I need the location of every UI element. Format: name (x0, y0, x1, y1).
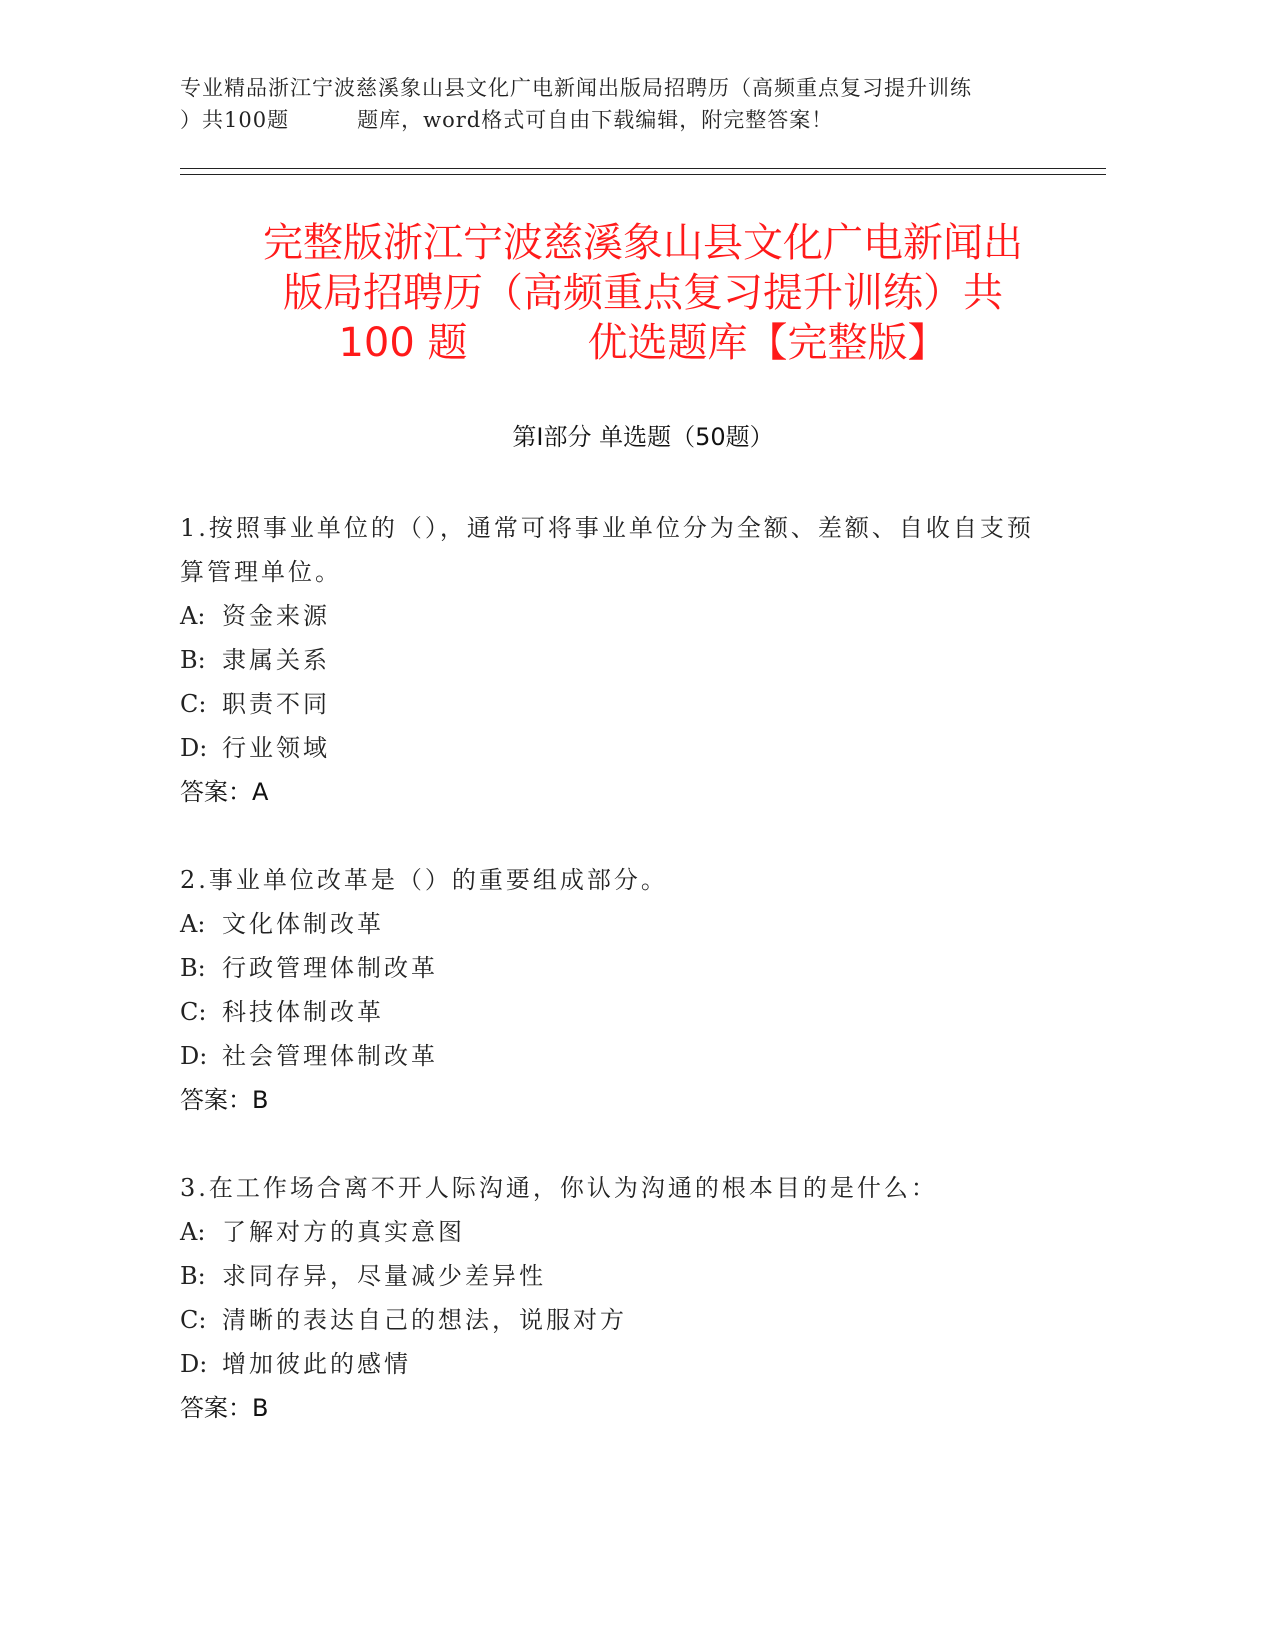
title-line-2: 版局招聘历（高频重点复习提升训练）共 (283, 270, 1003, 316)
option-text: 求同存异，尽量减少差异性 (222, 1262, 546, 1290)
option-text: 科技体制改革 (222, 998, 384, 1026)
option-text: 文化体制改革 (222, 910, 384, 938)
option-text: 了解对方的真实意图 (222, 1218, 465, 1246)
title-line-1: 完整版浙江宁波慈溪象山县文化广电新闻出 (263, 220, 1023, 266)
title-line-3 (180, 318, 1106, 368)
section-title: 第Ⅰ部分 单选题（50题） (512, 423, 774, 451)
option-text: 增加彼此的感情 (222, 1350, 411, 1378)
answer-line: 答案：A (180, 778, 269, 806)
question-text: 1.按照事业单位的（），通常可将事业单位分为全额、差额、自收自支预算管理单位。 (180, 514, 1034, 586)
option-key: C: (180, 998, 207, 1026)
header-line-2 (180, 104, 1100, 136)
option-key: C: (180, 1306, 207, 1334)
header-note (180, 72, 1100, 136)
option-text: 职责不同 (222, 690, 330, 718)
header-line-2-end: 题库，word格式可自由下载编辑，附完整答案！ (357, 108, 834, 132)
option-d (180, 1342, 1060, 1386)
option-b (180, 1254, 1060, 1298)
option-d (180, 726, 1060, 770)
option-key: B: (180, 1262, 206, 1290)
option-text: 隶属关系 (222, 646, 330, 674)
option-key: C: (180, 690, 207, 718)
question-text: 3.在工作场合离不开人际沟通，你认为沟通的根本目的是什么： (180, 1174, 938, 1202)
option-key: D: (180, 1042, 208, 1070)
option-a (180, 1210, 1060, 1254)
question-item (180, 506, 1060, 814)
option-c (180, 1298, 1060, 1342)
option-d (180, 1034, 1060, 1078)
option-text: 资金来源 (222, 602, 330, 630)
title-line-3-start: 100 题 (338, 320, 468, 366)
question-item (180, 858, 1060, 1122)
title-line-3-end: 优选题库【完整版】 (587, 320, 948, 366)
option-text: 行政管理体制改革 (222, 954, 438, 982)
question-item (180, 1166, 1060, 1430)
option-c (180, 990, 1060, 1034)
option-key: A: (180, 602, 206, 630)
option-text: 社会管理体制改革 (222, 1042, 438, 1070)
answer-line: 答案：B (180, 1394, 269, 1422)
option-a (180, 902, 1060, 946)
header-divider-thin (180, 168, 1106, 169)
option-key: B: (180, 646, 206, 674)
option-key: D: (180, 734, 208, 762)
option-key: A: (180, 1218, 206, 1246)
option-key: A: (180, 910, 206, 938)
answer-line: 答案：B (180, 1086, 269, 1114)
document-title (180, 218, 1106, 368)
header-line-1: 专业精品浙江宁波慈溪象山县文化广电新闻出版局招聘历（高频重点复习提升训练 (180, 76, 972, 100)
header-line-2-start: ）共100题 (180, 108, 290, 132)
option-text: 清晰的表达自己的想法，说服对方 (222, 1306, 627, 1334)
question-list (180, 506, 1060, 1474)
option-a (180, 594, 1060, 638)
option-c (180, 682, 1060, 726)
header-divider-thick (180, 174, 1106, 175)
option-b (180, 638, 1060, 682)
option-key: B: (180, 954, 206, 982)
option-b (180, 946, 1060, 990)
option-key: D: (180, 1350, 208, 1378)
option-text: 行业领域 (222, 734, 330, 762)
question-text: 2.事业单位改革是（）的重要组成部分。 (180, 866, 668, 894)
